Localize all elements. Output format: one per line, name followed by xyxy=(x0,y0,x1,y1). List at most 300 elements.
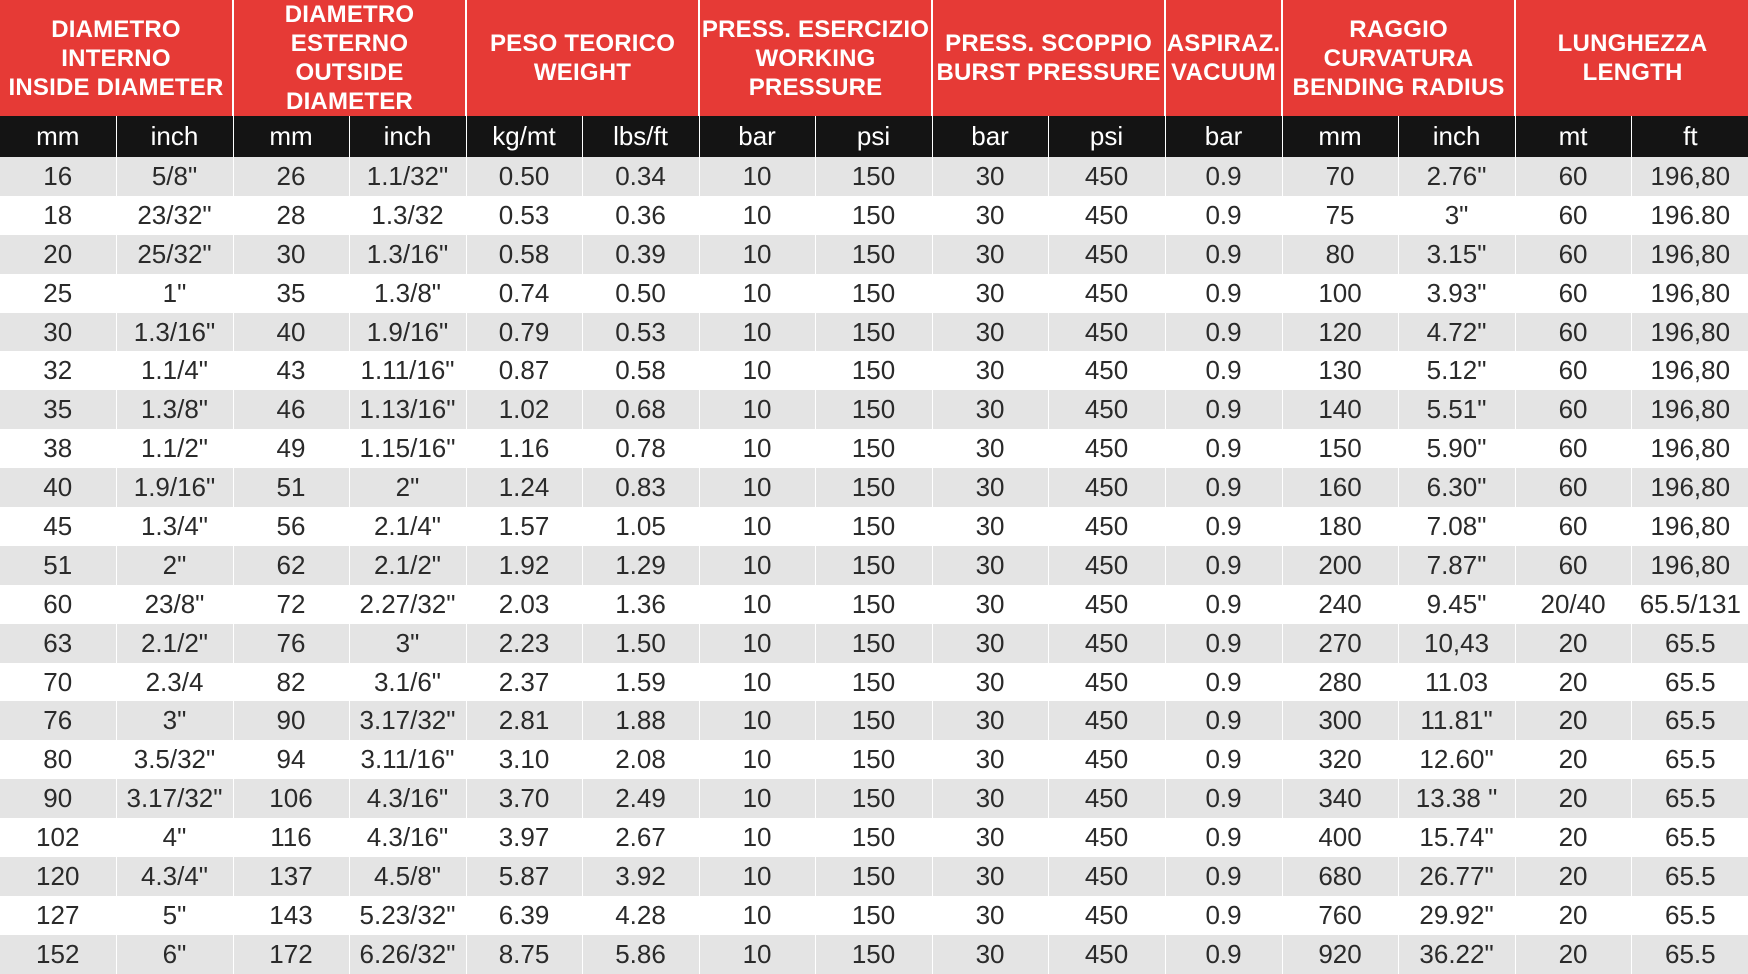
table-cell: 5.86 xyxy=(582,935,699,974)
table-cell: 10 xyxy=(699,274,815,313)
table-cell: 29.92" xyxy=(1398,896,1515,935)
table-cell: 196,80 xyxy=(1631,313,1748,352)
table-cell: 450 xyxy=(1048,779,1165,818)
table-cell: 150 xyxy=(815,351,932,390)
table-cell: 1.02 xyxy=(466,390,582,429)
header-working-pressure xyxy=(699,0,932,116)
header-bending-radius xyxy=(1282,0,1515,116)
table-cell: 0.9 xyxy=(1165,196,1282,235)
table-cell: 1.3/16" xyxy=(349,235,466,274)
table-cell: 16 xyxy=(0,157,116,196)
table-cell: 450 xyxy=(1048,935,1165,974)
table-cell: 28 xyxy=(233,196,349,235)
table-cell: 143 xyxy=(233,896,349,935)
table-cell: 60 xyxy=(1515,429,1631,468)
table-cell: 2.23 xyxy=(466,624,582,663)
table-cell: 2.03 xyxy=(466,585,582,624)
unit-cell: inch xyxy=(349,116,466,157)
unit-cell: lbs/ft xyxy=(582,116,699,157)
header-line-en: VACUUM xyxy=(1171,59,1276,86)
table-row xyxy=(0,663,1748,702)
table-cell: 30 xyxy=(932,274,1048,313)
table-cell: 2.27/32" xyxy=(349,585,466,624)
table-cell: 0.9 xyxy=(1165,313,1282,352)
table-cell: 150 xyxy=(815,390,932,429)
table-cell: 1.3/32 xyxy=(349,196,466,235)
unit-cell: inch xyxy=(116,116,233,157)
table-cell: 102 xyxy=(0,818,116,857)
table-cell: 0.34 xyxy=(582,157,699,196)
unit-cell: bar xyxy=(1165,116,1282,157)
table-row xyxy=(0,701,1748,740)
table-cell: 65.5 xyxy=(1631,818,1748,857)
table-cell: 10,43 xyxy=(1398,624,1515,663)
table-cell: 23/32" xyxy=(116,196,233,235)
header-weight xyxy=(466,0,699,116)
table-cell: 0.58 xyxy=(582,351,699,390)
header-burst-pressure xyxy=(932,0,1165,116)
table-cell: 160 xyxy=(1282,468,1398,507)
table-cell: 137 xyxy=(233,857,349,896)
table-cell: 80 xyxy=(0,740,116,779)
unit-cell: kg/mt xyxy=(466,116,582,157)
table-cell: 0.78 xyxy=(582,429,699,468)
table-cell: 30 xyxy=(932,507,1048,546)
table-cell: 0.9 xyxy=(1165,896,1282,935)
header-vacuum xyxy=(1165,0,1282,116)
table-cell: 40 xyxy=(233,313,349,352)
table-row xyxy=(0,779,1748,818)
table-cell: 5.51" xyxy=(1398,390,1515,429)
table-cell: 5" xyxy=(116,896,233,935)
table-row xyxy=(0,896,1748,935)
table-cell: 150 xyxy=(815,701,932,740)
table-cell: 127 xyxy=(0,896,116,935)
table-cell: 11.03 xyxy=(1398,663,1515,702)
table-cell: 62 xyxy=(233,546,349,585)
table-cell: 10 xyxy=(699,624,815,663)
table-cell: 196,80 xyxy=(1631,235,1748,274)
unit-cell: ft xyxy=(1631,116,1748,157)
table-cell: 65.5 xyxy=(1631,740,1748,779)
table-row xyxy=(0,351,1748,390)
table-cell: 20 xyxy=(1515,624,1631,663)
table-cell: 2.08 xyxy=(582,740,699,779)
table-cell: 1.15/16" xyxy=(349,429,466,468)
table-cell: 450 xyxy=(1048,818,1165,857)
table-cell: 76 xyxy=(233,624,349,663)
table-cell: 3.17/32" xyxy=(349,701,466,740)
table-cell: 0.74 xyxy=(466,274,582,313)
table-cell: 30 xyxy=(932,585,1048,624)
table-cell: 5.23/32" xyxy=(349,896,466,935)
table-cell: 35 xyxy=(0,390,116,429)
table-cell: 35 xyxy=(233,274,349,313)
table-cell: 65.5 xyxy=(1631,935,1748,974)
table-cell: 920 xyxy=(1282,935,1398,974)
table-cell: 23/8" xyxy=(116,585,233,624)
table-cell: 65.5 xyxy=(1631,701,1748,740)
table-cell: 60 xyxy=(1515,235,1631,274)
table-row xyxy=(0,157,1748,196)
table-cell: 8.75 xyxy=(466,935,582,974)
table-cell: 0.53 xyxy=(466,196,582,235)
header-line-it: LUNGHEZZA xyxy=(1557,30,1708,57)
table-cell: 150 xyxy=(815,196,932,235)
header-line-en: WEIGHT xyxy=(533,59,632,86)
table-cell: 10 xyxy=(699,429,815,468)
table-cell: 38 xyxy=(0,429,116,468)
table-cell: 196,80 xyxy=(1631,546,1748,585)
table-cell: 0.79 xyxy=(466,313,582,352)
table-cell: 3.11/16" xyxy=(349,740,466,779)
table-cell: 10 xyxy=(699,235,815,274)
table-cell: 20 xyxy=(1515,740,1631,779)
table-cell: 30 xyxy=(932,624,1048,663)
table-cell: 150 xyxy=(815,935,932,974)
table-cell: 0.9 xyxy=(1165,663,1282,702)
table-cell: 10 xyxy=(699,779,815,818)
table-cell: 0.53 xyxy=(582,313,699,352)
table-cell: 450 xyxy=(1048,390,1165,429)
table-cell: 40 xyxy=(0,468,116,507)
table-cell: 15.74" xyxy=(1398,818,1515,857)
unit-cell: bar xyxy=(699,116,815,157)
table-row xyxy=(0,235,1748,274)
table-cell: 30 xyxy=(932,740,1048,779)
table-cell: 450 xyxy=(1048,157,1165,196)
table-cell: 2.1/4" xyxy=(349,507,466,546)
table-row xyxy=(0,390,1748,429)
table-row xyxy=(0,274,1748,313)
table-cell: 10 xyxy=(699,857,815,896)
table-cell: 1.05 xyxy=(582,507,699,546)
table-cell: 10 xyxy=(699,585,815,624)
table-cell: 400 xyxy=(1282,818,1398,857)
table-cell: 30 xyxy=(932,779,1048,818)
header-line-en: WORKING PRESSURE xyxy=(748,44,883,101)
table-cell: 196,80 xyxy=(1631,351,1748,390)
table-cell: 150 xyxy=(815,896,932,935)
table-cell: 1.9/16" xyxy=(116,468,233,507)
table-cell: 200 xyxy=(1282,546,1398,585)
table-cell: 2.67 xyxy=(582,818,699,857)
table-cell: 20 xyxy=(1515,779,1631,818)
table-cell: 32 xyxy=(0,351,116,390)
table-cell: 450 xyxy=(1048,351,1165,390)
table-cell: 0.9 xyxy=(1165,857,1282,896)
table-cell: 60 xyxy=(1515,313,1631,352)
table-row xyxy=(0,507,1748,546)
table-cell: 20/40 xyxy=(1515,585,1631,624)
table-cell: 4.72" xyxy=(1398,313,1515,352)
table-cell: 30 xyxy=(932,896,1048,935)
table-cell: 3.1/6" xyxy=(349,663,466,702)
table-row xyxy=(0,196,1748,235)
table-cell: 0.58 xyxy=(466,235,582,274)
table-cell: 30 xyxy=(932,546,1048,585)
table-cell: 10 xyxy=(699,313,815,352)
table-cell: 450 xyxy=(1048,196,1165,235)
header-inside-diameter xyxy=(0,0,233,116)
table-cell: 0.39 xyxy=(582,235,699,274)
table-cell: 3.97 xyxy=(466,818,582,857)
table-cell: 152 xyxy=(0,935,116,974)
table-row xyxy=(0,468,1748,507)
table-cell: 3.15" xyxy=(1398,235,1515,274)
table-cell: 2.76" xyxy=(1398,157,1515,196)
table-cell: 90 xyxy=(233,701,349,740)
table-cell: 70 xyxy=(1282,157,1398,196)
table-cell: 45 xyxy=(0,507,116,546)
table-cell: 150 xyxy=(815,818,932,857)
table-cell: 4.3/16" xyxy=(349,779,466,818)
table-cell: 51 xyxy=(0,546,116,585)
table-cell: 60 xyxy=(1515,274,1631,313)
header-line-en: OUTSIDE DIAMETER xyxy=(286,59,413,115)
table-cell: 6" xyxy=(116,935,233,974)
table-cell: 65.5 xyxy=(1631,663,1748,702)
table-cell: 82 xyxy=(233,663,349,702)
table-cell: 65.5 xyxy=(1631,779,1748,818)
table-cell: 90 xyxy=(0,779,116,818)
table-cell: 20 xyxy=(1515,701,1631,740)
table-cell: 60 xyxy=(1515,196,1631,235)
table-cell: 4.3/16" xyxy=(349,818,466,857)
table-cell: 120 xyxy=(1282,313,1398,352)
table-cell: 1.88 xyxy=(582,701,699,740)
table-cell: 80 xyxy=(1282,235,1398,274)
table-cell: 3" xyxy=(116,701,233,740)
table-cell: 106 xyxy=(233,779,349,818)
table-cell: 51 xyxy=(233,468,349,507)
table-cell: 13.38 " xyxy=(1398,779,1515,818)
table-cell: 2" xyxy=(116,546,233,585)
table-cell: 26.77" xyxy=(1398,857,1515,896)
unit-cell: mm xyxy=(233,116,349,157)
table-cell: 6.39 xyxy=(466,896,582,935)
table-cell: 150 xyxy=(815,857,932,896)
table-row xyxy=(0,313,1748,352)
table-row xyxy=(0,740,1748,779)
table-cell: 30 xyxy=(932,157,1048,196)
table-cell: 49 xyxy=(233,429,349,468)
table-row xyxy=(0,429,1748,468)
table-cell: 450 xyxy=(1048,429,1165,468)
table-cell: 76 xyxy=(0,701,116,740)
unit-cell: inch xyxy=(1398,116,1515,157)
table-cell: 0.9 xyxy=(1165,585,1282,624)
table-cell: 20 xyxy=(1515,663,1631,702)
table-cell: 30 xyxy=(932,468,1048,507)
table-cell: 150 xyxy=(815,468,932,507)
table-cell: 3" xyxy=(349,624,466,663)
table-cell: 450 xyxy=(1048,313,1165,352)
table-cell: 150 xyxy=(1282,429,1398,468)
table-cell: 196,80 xyxy=(1631,429,1748,468)
table-row xyxy=(0,818,1748,857)
header-line-it: DIAMETRO INTERNO xyxy=(51,15,181,72)
unit-cell: bar xyxy=(932,116,1048,157)
table-cell: 5.90" xyxy=(1398,429,1515,468)
table-cell: 65.5 xyxy=(1631,857,1748,896)
table-cell: 25/32" xyxy=(116,235,233,274)
table-cell: 1.3/4" xyxy=(116,507,233,546)
table-cell: 65.5 xyxy=(1631,896,1748,935)
table-cell: 30 xyxy=(932,935,1048,974)
table-cell: 3.17/32" xyxy=(116,779,233,818)
table-cell: 3.70 xyxy=(466,779,582,818)
table-cell: 140 xyxy=(1282,390,1398,429)
table-cell: 9.45" xyxy=(1398,585,1515,624)
table-cell: 7.87" xyxy=(1398,546,1515,585)
table-cell: 1.3/8" xyxy=(116,390,233,429)
table-cell: 30 xyxy=(932,390,1048,429)
table-cell: 2.3/4 xyxy=(116,663,233,702)
table-cell: 150 xyxy=(815,313,932,352)
table-cell: 72 xyxy=(233,585,349,624)
table-cell: 26 xyxy=(233,157,349,196)
table-cell: 340 xyxy=(1282,779,1398,818)
table-row xyxy=(0,857,1748,896)
table-cell: 450 xyxy=(1048,896,1165,935)
table-cell: 6.26/32" xyxy=(349,935,466,974)
table-cell: 10 xyxy=(699,818,815,857)
table-cell: 3" xyxy=(1398,196,1515,235)
table-cell: 150 xyxy=(815,429,932,468)
table-cell: 5.12" xyxy=(1398,351,1515,390)
table-cell: 10 xyxy=(699,935,815,974)
table-cell: 30 xyxy=(932,701,1048,740)
table-cell: 1.3/8" xyxy=(349,274,466,313)
table-cell: 10 xyxy=(699,351,815,390)
table-cell: 450 xyxy=(1048,663,1165,702)
table-cell: 3.92 xyxy=(582,857,699,896)
header-line-it: DIAMETRO ESTERNO xyxy=(284,1,415,57)
table-cell: 60 xyxy=(1515,468,1631,507)
table-cell: 30 xyxy=(932,235,1048,274)
table-cell: 0.9 xyxy=(1165,818,1282,857)
table-row xyxy=(0,546,1748,585)
table-cell: 30 xyxy=(233,235,349,274)
table-cell: 10 xyxy=(699,663,815,702)
table-cell: 10 xyxy=(699,896,815,935)
table-cell: 10 xyxy=(699,546,815,585)
table-cell: 150 xyxy=(815,235,932,274)
table-cell: 70 xyxy=(0,663,116,702)
table-cell: 450 xyxy=(1048,507,1165,546)
table-cell: 240 xyxy=(1282,585,1398,624)
table-cell: 150 xyxy=(815,546,932,585)
table-cell: 150 xyxy=(815,585,932,624)
table-cell: 1.11/16" xyxy=(349,351,466,390)
table-cell: 2" xyxy=(349,468,466,507)
table-cell: 270 xyxy=(1282,624,1398,663)
table-cell: 65.5 xyxy=(1631,624,1748,663)
header-length xyxy=(1515,0,1748,116)
table-cell: 20 xyxy=(1515,818,1631,857)
table-cell: 30 xyxy=(932,351,1048,390)
table-cell: 150 xyxy=(815,740,932,779)
table-cell: 0.9 xyxy=(1165,274,1282,313)
table-cell: 0.9 xyxy=(1165,779,1282,818)
table-cell: 4.3/4" xyxy=(116,857,233,896)
table-cell: 30 xyxy=(932,429,1048,468)
table-cell: 10 xyxy=(699,468,815,507)
table-cell: 30 xyxy=(932,663,1048,702)
table-cell: 0.50 xyxy=(582,274,699,313)
table-cell: 1.9/16" xyxy=(349,313,466,352)
table-cell: 2.49 xyxy=(582,779,699,818)
table-cell: 680 xyxy=(1282,857,1398,896)
table-cell: 1.36 xyxy=(582,585,699,624)
table-cell: 30 xyxy=(932,818,1048,857)
table-cell: 1.1/32" xyxy=(349,157,466,196)
table-cell: 5/8" xyxy=(116,157,233,196)
table-cell: 0.68 xyxy=(582,390,699,429)
table-cell: 1.24 xyxy=(466,468,582,507)
table-cell: 30 xyxy=(932,313,1048,352)
table-cell: 18 xyxy=(0,196,116,235)
table-cell: 0.87 xyxy=(466,351,582,390)
table-cell: 0.9 xyxy=(1165,429,1282,468)
table-cell: 450 xyxy=(1048,546,1165,585)
table-cell: 450 xyxy=(1048,740,1165,779)
table-cell: 172 xyxy=(233,935,349,974)
table-cell: 1.3/16" xyxy=(116,313,233,352)
header-outside-diameter xyxy=(233,0,466,116)
table-cell: 10 xyxy=(699,740,815,779)
unit-cell: mm xyxy=(1282,116,1398,157)
table-cell: 4" xyxy=(116,818,233,857)
table-cell: 12.60" xyxy=(1398,740,1515,779)
table-cell: 3.93" xyxy=(1398,274,1515,313)
table-row xyxy=(0,935,1748,974)
table-cell: 450 xyxy=(1048,857,1165,896)
table-cell: 450 xyxy=(1048,624,1165,663)
table-cell: 0.9 xyxy=(1165,935,1282,974)
table-cell: 0.9 xyxy=(1165,701,1282,740)
table-cell: 450 xyxy=(1048,585,1165,624)
table-cell: 30 xyxy=(932,857,1048,896)
table-cell: 60 xyxy=(1515,351,1631,390)
table-cell: 0.9 xyxy=(1165,740,1282,779)
table-cell: 6.30" xyxy=(1398,468,1515,507)
table-cell: 196,80 xyxy=(1631,274,1748,313)
table-cell: 0.9 xyxy=(1165,235,1282,274)
table-cell: 0.9 xyxy=(1165,507,1282,546)
table-cell: 0.9 xyxy=(1165,546,1282,585)
table-cell: 150 xyxy=(815,157,932,196)
table-cell: 120 xyxy=(0,857,116,896)
table-cell: 2.81 xyxy=(466,701,582,740)
table-cell: 36.22" xyxy=(1398,935,1515,974)
table-cell: 1.1/2" xyxy=(116,429,233,468)
table-cell: 2.37 xyxy=(466,663,582,702)
table-cell: 196,80 xyxy=(1631,390,1748,429)
table-cell: 0.9 xyxy=(1165,390,1282,429)
table-cell: 46 xyxy=(233,390,349,429)
table-cell: 20 xyxy=(1515,857,1631,896)
table-cell: 300 xyxy=(1282,701,1398,740)
table-cell: 30 xyxy=(932,196,1048,235)
table-cell: 20 xyxy=(1515,896,1631,935)
table-cell: 116 xyxy=(233,818,349,857)
table-cell: 150 xyxy=(815,779,932,818)
table-cell: 4.28 xyxy=(582,896,699,935)
table-cell: 56 xyxy=(233,507,349,546)
table-cell: 25 xyxy=(0,274,116,313)
